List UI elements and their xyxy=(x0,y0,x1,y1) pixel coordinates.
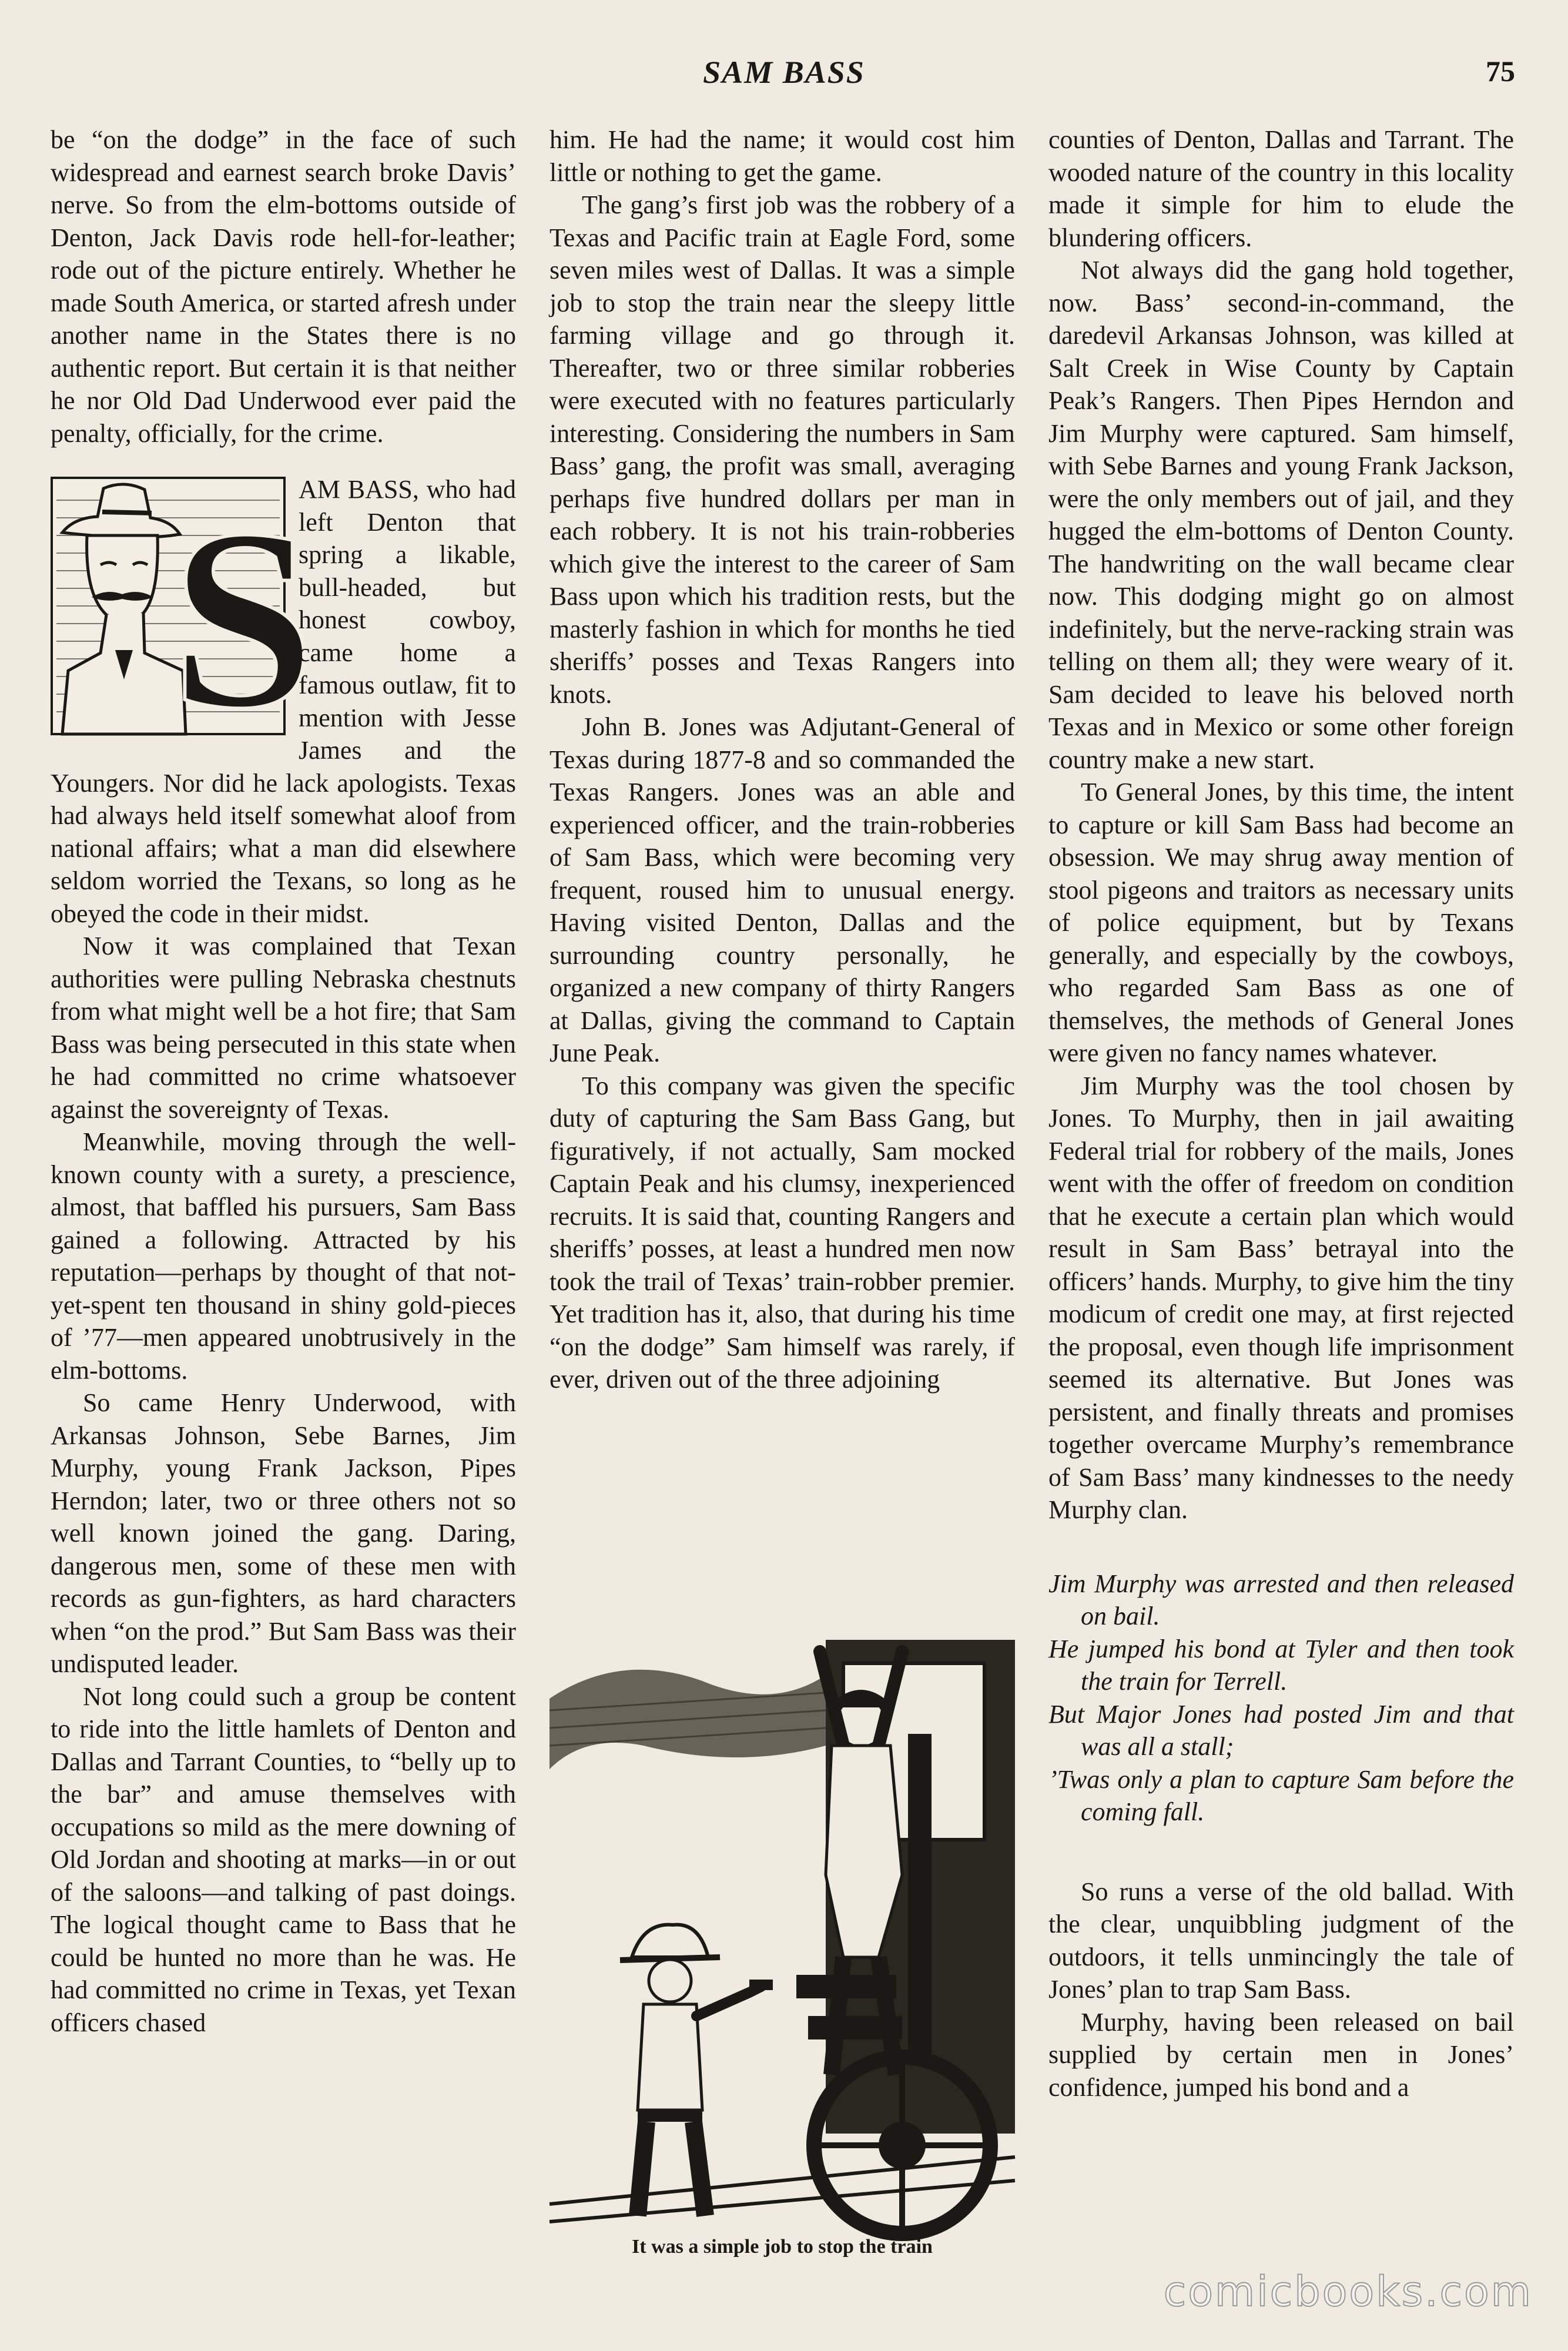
cowboy-portrait-icon xyxy=(51,476,315,762)
paragraph: be “on the dodge” in the face of such widespread and earnest search broke Davis’ nerve. So from the elm-bottoms outside of Denton, Jack Davis rode hell-for-leather; rode out of the picture entirely. Whether he made South America, or started afresh under another name in the States there is no authentic report. But certain it is that neither he nor Old Dad Underwood ever paid the penalty, officially, for the crime. xyxy=(51,125,516,448)
paragraph: To this company was given the specific duty of capturing the Sam Bass Gang, but figuratively, if not actually, Sam mocked Captain Peak and his clumsy, inexperienced recruits. It is said that, counting Rangers and sheriffs’ posses, at least a hundred men now took the trail of Texas’ train-robber premier. Yet tradition has it, also, that during his time “on the dodge” Sam himself was rarely, if ever, driven out of the three adjoining xyxy=(550,1071,1015,1394)
paragraph: him. He had the name; it would cost him little or nothing to get the game. xyxy=(550,125,1015,187)
paragraph: John B. Jones was Adjutant-General of Texas during 1877-8 and so commanded the Texas Rangers. Jones was an able and experienced officer, and the train-robberies of Sam Bass, which were becoming very frequent, roused him to unusual energy. Having visited Denton, Dallas and the surrounding country personally, he organized a new company of thirty Rangers at Dallas, giving the command to Captain June Peak. xyxy=(550,712,1015,1067)
train-robbery-illustration xyxy=(550,1628,1015,2228)
paragraph: So runs a verse of the old ballad. With the clear, unquibbling judgment of the outdoors, it tells unmincingly the tale of Jones’ plan to trap Sam Bass. xyxy=(1048,1877,1514,2004)
verse-line: Jim Murphy was arrested and then released on bail. xyxy=(1048,1569,1514,1630)
verse-line: ’Twas only a plan to capture Sam before the coming fall. xyxy=(1048,1764,1514,1826)
paragraph: Meanwhile, moving through the well-known county with a surety, a prescience, almost, that baffled his pursuers, Sam Bass gained a following. Attracted by his reputation—perhaps by thought of that not-yet-spent ten thousand in shiny gold-pieces of ’77—men appeared unobtrusively in the elm-bottoms. xyxy=(51,1127,516,1385)
paragraph: The gang’s first job was the robbery of a Texas and Pacific train at Eagle Ford, some seven miles west of Dallas. It was a simple job to stop the train near the sleepy little farming village and go through it. Thereafter, two or three similar robberies were executed with no features particularly interesting. Considering the numbers in Sam Bass’ gang, the profit was small, averaging perhaps five hundred dollars per man in each robbery. It is not his train-robberies which give the interest to the career of Sam Bass upon which his tradition rests, but the masterly fashion in which for months he tied sheriffs’ posses and Texas Rangers into knots. xyxy=(550,190,1015,709)
text-column-1 xyxy=(51,123,516,2039)
paragraph: AM BASS, who had left Denton that spring a likable, bull-headed, but honest cowboy, came home a famous outlaw, fit to mention with Jesse James and the Youngers. Nor did he lack apologists. Texas had always held itself somewhat aloof from national affairs; what a man did elsewhere seldom worried the Texans, so long as he obeyed the code in their midst. xyxy=(51,475,516,928)
illustration-caption: It was a simple job to stop the train xyxy=(632,2236,933,2258)
paragraph: Not always did the gang hold together, now. Bass’ second-in-command, the daredevil Arkansas Johnson, was killed at Salt Creek in Wise County by Captain Peak’s Rangers. Then Pipes Herndon and Jim Murphy were captured. Sam himself, with Sebe Barnes and young Frank Jackson, were the only members out of jail, and they hugged the elm-bottoms of Denton County. The handwriting on the wall became clear now. This dodging might go on almost indefinitely, but the nerve-racking strain was telling on them all; they were weary of it. Sam decided to leave his beloved north Texas and in Mexico or some other foreign country make a new start. xyxy=(1048,256,1514,774)
paragraph: counties of Denton, Dallas and Tarrant. The wooded nature of the country in this locality made it simple for him to elude the blundering officers. xyxy=(1048,125,1514,252)
svg-text:S: S xyxy=(171,476,315,762)
verse-line: He jumped his bond at Tyler and then took the train for Terrell. xyxy=(1048,1634,1514,1696)
paragraph: Jim Murphy was the tool chosen by Jones. To Murphy, then in jail awaiting Federal trial for robbery of the mails, Jones went with the offer of freedom on condition that he execute a certain plan which would result in Sam Bass’ betrayal into the officers’ hands. Murphy, to give him the tiny modicum of credit one may, at first rejected the proposal, even though life imprisonment seemed its alternative. But Jones was persistent, and finally threats and promises together overcame Murphy’s remembrance of Sam Bass’ many kindnesses to the needy Murphy clan. xyxy=(1048,1071,1514,1524)
paragraph: So came Henry Underwood, with Arkansas Johnson, Sebe Barnes, Jim Murphy, young Frank Jackson, Pipes Herndon; later, two or three others not so well known joined the gang. Daring, dangerous men, some of these men with records as gun-fighters, as hard characters when “on the prod.” But Sam Bass was their undisputed leader. xyxy=(51,1388,516,1678)
paragraph: Not long could such a group be content to ride into the little hamlets of Denton and Dallas and Tarrant Counties, to “belly up to the bar” and amuse themselves with occupations so mild as the mere downing of Old Jordan and shooting at marks—in or out of the saloons—and talking of past doings. The logical thought came to Bass that he could be hunted no more than he was. He had committed no crime in Texas, yet Texan officers chased xyxy=(51,1682,516,2037)
dropcap-illustration xyxy=(51,476,315,762)
text-column-2 xyxy=(550,123,1015,1396)
train-robbery-icon xyxy=(550,1628,1015,2228)
watermark: comicbooks.com xyxy=(1163,2268,1533,2316)
verse-line: But Major Jones had posted Jim and that was all a stall; xyxy=(1048,1699,1514,1761)
paragraph: Now it was complained that Texan authorities were pulling Nebraska chestnuts from what might well be a hot fire; that Sam Bass was being persecuted in this state when he had committed no crime whatsoever against the sovereignty of Texas. xyxy=(51,932,516,1124)
ballad-verse xyxy=(1048,1568,1514,1828)
paragraph: Murphy, having been released on bail supplied by certain men in Jones’ confidence, jumped his bond and a xyxy=(1048,2007,1514,2102)
page-title: SAM BASS xyxy=(703,55,865,90)
text-column-3 xyxy=(1048,123,1514,2104)
page-number: 75 xyxy=(1486,55,1515,88)
paragraph: To General Jones, by this time, the intent to capture or kill Sam Bass had become an obsession. We may shrug away mention of stool pigeons and traitors as necessary units of police equipment, but by Texans generally, and especially by the cowboys, who regarded Sam Bass as one of themselves, the methods of General Jones were given no fancy names whatever. xyxy=(1048,778,1514,1067)
